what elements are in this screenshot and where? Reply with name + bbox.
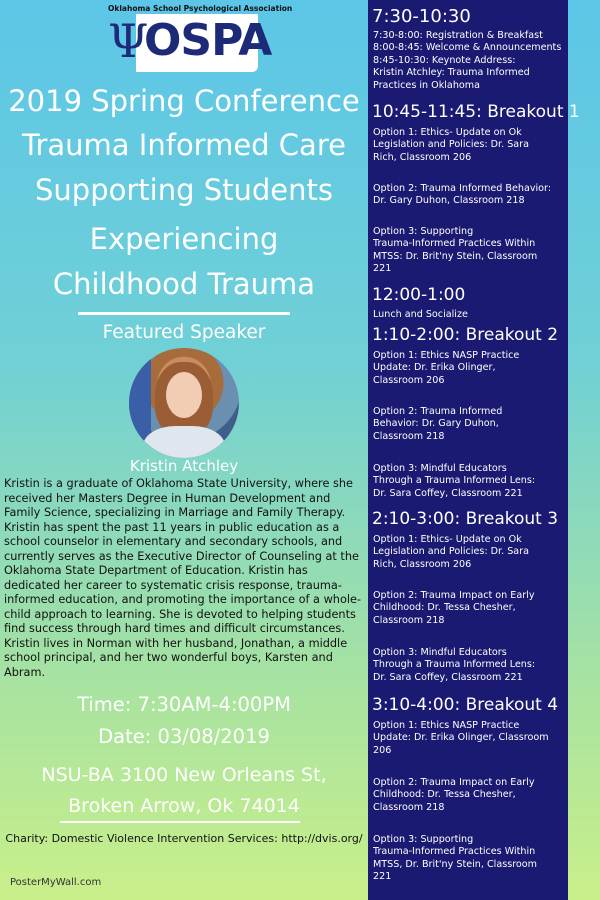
schedule-heading-1: 7:30-10:30 [372, 6, 471, 27]
address-underline [60, 821, 300, 823]
schedule-heading-4: 1:10-2:00: Breakout 2 [372, 325, 559, 345]
speaker-bio: Kristin is a graduate of Oklahoma State University, where she received her Masters Degree in Human Development and Family Science, specializing in Marriage and Family Therapy. Kristin has spent the past 11 years in public education as a school counselor in elementary and secondary schools, and currently serves as the Executive Director of Counseling at the Oklahoma State Department of Education. Kristin has dedicated her career to systematic crisis response, trauma-informed education, and promoting the importance of a whole-child approach to learning. She is devoted to helping students find success through hard times and difficult circumstances. Kristin lives in Norman with her husband, Jonathan, a middle school principal, and her two wonderful boys, Karsten and Abram. [4, 477, 362, 679]
speaker-name: Kristin Atchley [129, 457, 239, 475]
event-time: Time: 7:30AM-4:00PM [77, 693, 291, 716]
title-line-1: 2019 Spring Conference [8, 84, 360, 118]
breakout1-option1: Option 1: Ethics- Update on Ok Legislation and Policies: Dr. Sara Rich, Classroom 206 [373, 127, 530, 163]
breakout2-option2: Option 2: Trauma Informed Behavior: Dr. Gary Duhon, Classroom 218 [373, 406, 503, 442]
logo-association-name: Oklahoma School Psychological Association [108, 4, 293, 13]
title-divider [78, 312, 290, 315]
schedule-heading-3: 12:00-1:00 [372, 285, 466, 305]
address-line-2: Broken Arrow, Ok 74014 [68, 795, 300, 817]
schedule-block-1: 7:30-8:00: Registration & Breakfast 8:00-8:45: Welcome & Announcements 8:45-10:30: Keynote Address: Kristin Atchley: Trauma Informed Practices in Oklahoma [373, 30, 562, 91]
breakout1-option2: Option 2: Trauma Informed Behavior: Dr. Gary Duhon, Classroom 218 [373, 183, 552, 207]
event-date: Date: 03/08/2019 [98, 725, 270, 748]
ospa-logo [108, 4, 293, 78]
breakout2-option1: Option 1: Ethics NASP Practice Update: Dr. Erika Olinger, Classroom 206 [373, 350, 520, 386]
psi-icon: Ψ [108, 14, 149, 68]
breakout3-option3: Option 3: Mindful Educators Through a Trauma Informed Lens: Dr. Sara Coffey, Classroom 221 [373, 647, 536, 683]
lunch-block: Lunch and Socialize [373, 309, 468, 320]
title-line-4: Experiencing [89, 222, 279, 256]
title-line-5: Childhood Trauma [52, 267, 316, 301]
schedule-heading-6: 3:10-4:00: Breakout 4 [372, 695, 559, 715]
breakout3-option2: Option 2: Trauma Impact on Early Childhood: Dr. Tessa Chesher, Classroom 218 [373, 590, 535, 626]
schedule-sidebar [368, 0, 580, 900]
schedule-heading-2: 10:45-11:45: Breakout 1 [372, 102, 580, 122]
breakout2-option3: Option 3: Mindful Educators Through a Trauma Informed Lens: Dr. Sara Coffey, Classroom 221 [373, 463, 536, 499]
breakout3-option1: Option 1: Ethics- Update on Ok Legislation and Policies: Dr. Sara Rich, Classroom 206 [373, 534, 530, 570]
breakout1-option3: Option 3: Supporting Trauma-Informed Practices Within MTSS: Dr. Brit'ny Stein, Classroom 221 [373, 226, 538, 275]
title-line-3: Supporting Students [35, 173, 333, 207]
address-line-1: NSU-BA 3100 New Orleans St, [41, 764, 327, 786]
featured-speaker-label: Featured Speaker [102, 322, 266, 343]
speaker-photo [129, 348, 239, 458]
breakout4-option1: Option 1: Ethics NASP Practice Update: Dr. Erika Olinger, Classroom 206 [373, 720, 549, 756]
schedule-heading-5: 2:10-3:00: Breakout 3 [372, 509, 559, 529]
charity-text: Charity: Domestic Violence Intervention Services: http://dvis.org/ [5, 832, 363, 845]
photo-body [143, 426, 225, 458]
breakout4-option3: Option 3: Supporting Trauma-Informed Practices Within MTSS, Dr. Brit'ny Stein, Classroom 221 [373, 834, 538, 883]
logo-acronym: OSPA [144, 15, 272, 66]
title-line-2: Trauma Informed Care [22, 128, 346, 162]
breakout4-option2: Option 2: Trauma Impact on Early Childhood: Dr. Tessa Chesher, Classroom 218 [373, 777, 535, 813]
photo-face [166, 372, 202, 418]
postermywall-branding: PosterMyWall.com [10, 877, 102, 888]
